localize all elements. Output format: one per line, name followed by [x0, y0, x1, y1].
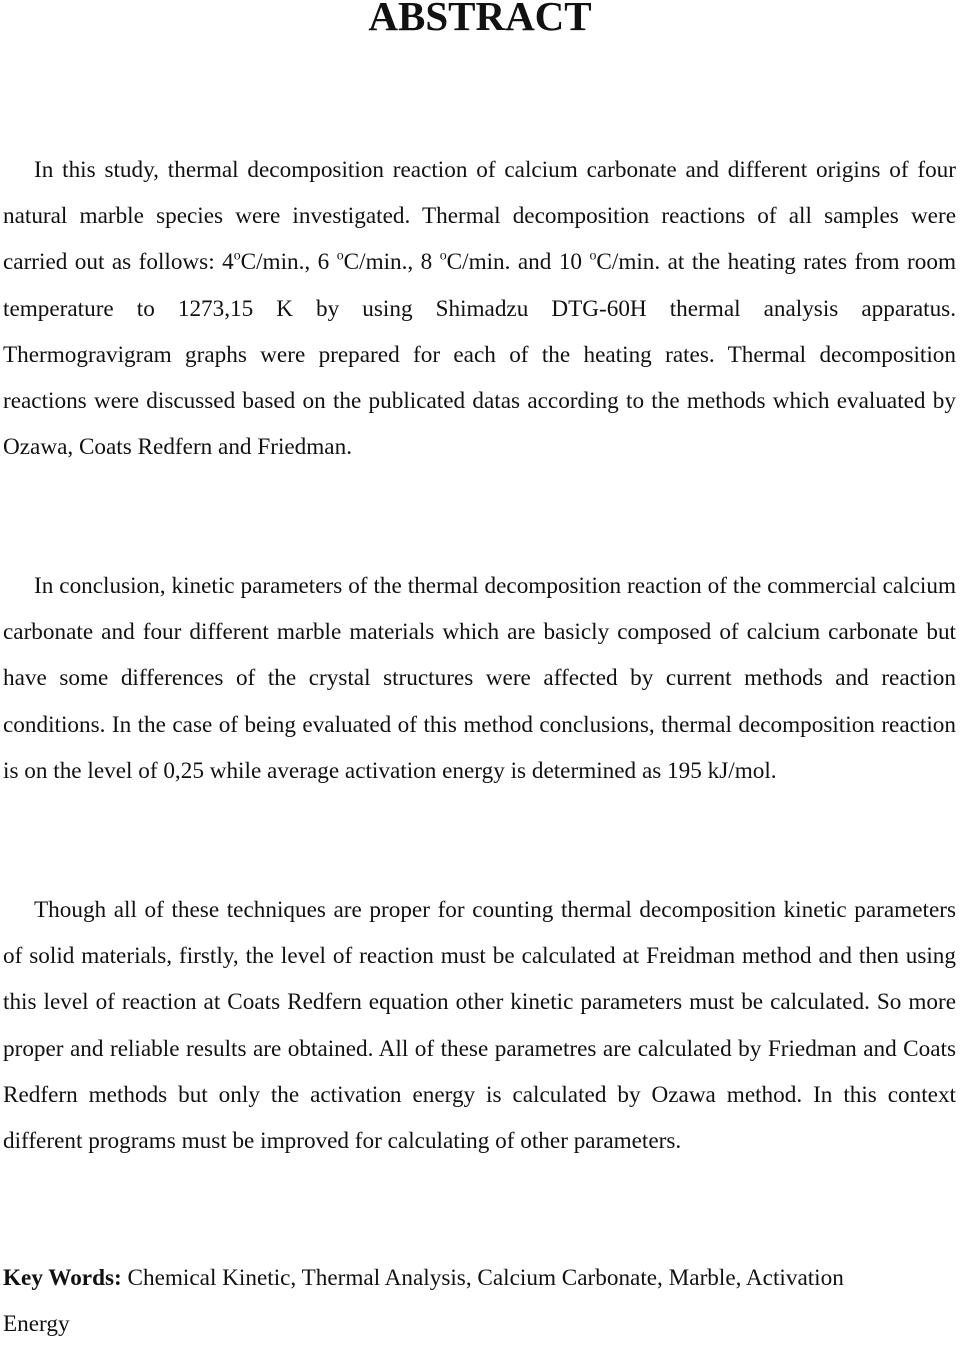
keywords-text: Chemical Kinetic, Thermal Analysis, Calcium Carbonate, Marble, Activation Energy [3, 1265, 844, 1338]
keywords-line [3, 1255, 903, 1347]
degree-sign: o [589, 248, 597, 264]
abstract-title: ABSTRACT [368, 0, 592, 39]
degree-sign: o [336, 248, 344, 264]
keywords-label: Key Words: [3, 1265, 122, 1291]
paragraph-1-text-a: In this study, thermal decomposition reaction of calcium carbonate and different origins of four natural marble species were investigated. Thermal decomposition reactions of all samples were carried out as follows: 4 [3, 157, 956, 276]
degree-sign: o [439, 248, 447, 264]
abstract-paragraph-3: Though all of these techniques are proper for counting thermal decomposition kinetic parameters of solid materials, firstly, the level of reaction must be calculated at Freidman method and then using this level of reaction at Coats Redfern equation other kinetic parameters must be calculated. So more proper and reliable results are obtained. All of these parametres are calculated by Friedman and Coats Redfern methods but only the activation energy is calculated by Ozawa method. In this context different programs must be improved for calculating of other parameters. [3, 897, 956, 1155]
abstract-paragraph-2: In conclusion, kinetic parameters of the thermal decomposition reaction of the commercial calcium carbonate and four different marble materials which are basicly composed of calcium carbonate but have some differences of the crystal structures were affected by current methods and reaction conditions. In the case of being evaluated of this method conclusions, thermal decomposition reaction is on the level of 0,25 while average activation energy is determined as 195 kJ/mol. [3, 573, 956, 784]
paragraph-1-text-b: C/min., 6 [240, 249, 337, 276]
paragraph-1-text-c: C/min., 8 [343, 249, 440, 276]
degree-sign: o [233, 248, 241, 264]
paragraph-1-text-e: C/min. at the heating rates from room temperature to 1273,15 K by using Shimadzu DTG-60H thermal analysis apparatus. Thermogravigram graphs were prepared for each of the heating rates. Thermal decomposition reactions were discussed based on the publicated datas according to the methods which evaluated by Ozawa, Coats Redfern and Friedman. [3, 249, 956, 461]
paragraph-1-text-d: C/min. and 10 [446, 249, 590, 276]
abstract-paragraph-1 [3, 147, 956, 470]
